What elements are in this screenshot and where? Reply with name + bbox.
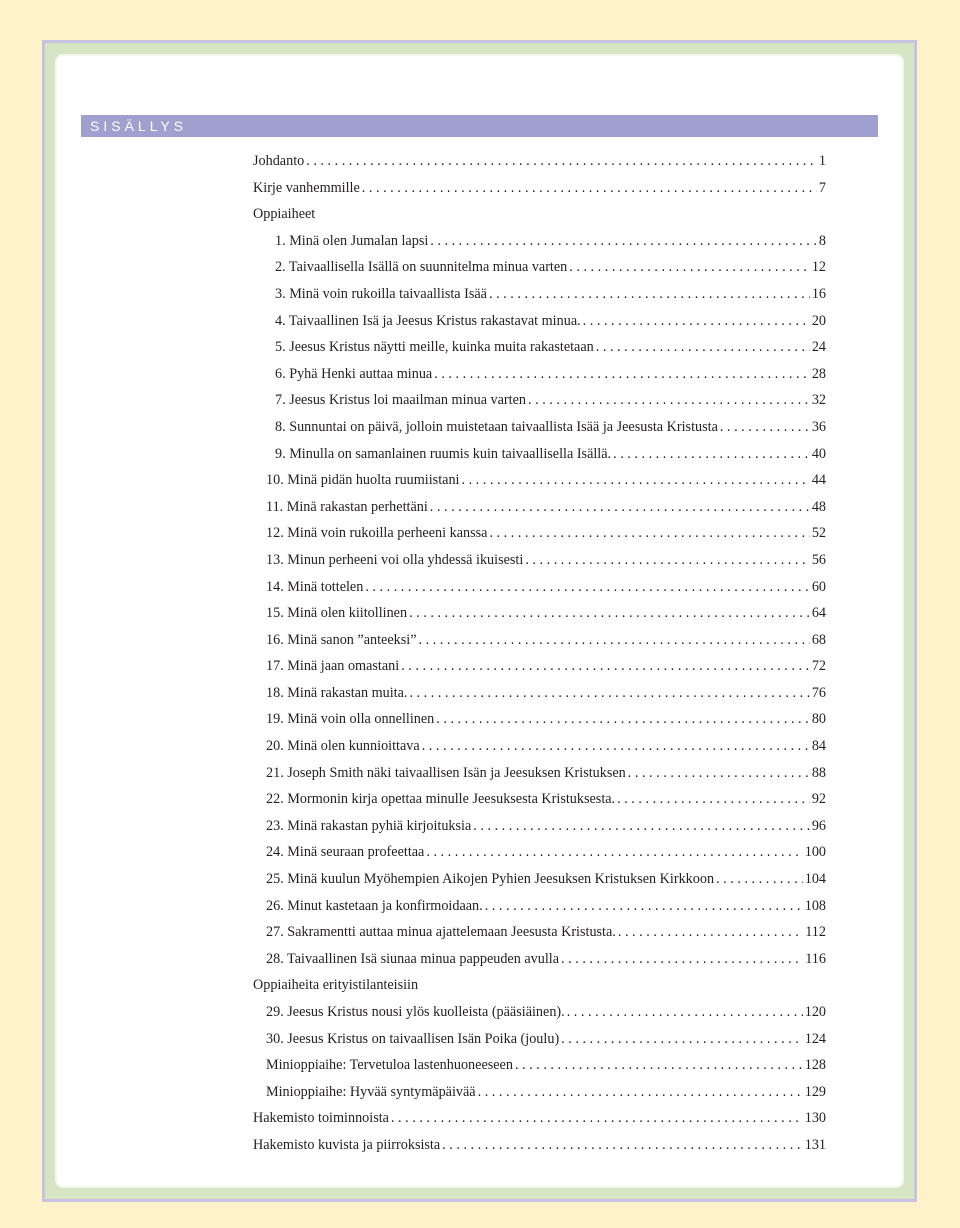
toc-entry[interactable] — [253, 999, 826, 1026]
toc-entry[interactable] — [253, 1105, 826, 1132]
toc-entry[interactable] — [253, 520, 826, 547]
toc-entry[interactable] — [253, 254, 826, 281]
toc-entry-title: 11. Minä rakastan perhettäni — [266, 498, 428, 515]
dot-leader — [617, 786, 810, 813]
toc-entry-page-number: 48 — [811, 498, 826, 515]
toc-entry-title: 18. Minä rakastan muita. — [266, 684, 408, 701]
toc-entry-title: 13. Minun perheeni voi olla yhdessä ikuisesti — [266, 551, 524, 568]
toc-entry-page-number: 16 — [811, 285, 826, 302]
toc-entry-page-number: 80 — [811, 711, 826, 728]
toc-entry[interactable] — [253, 839, 826, 866]
toc-entry-page-number: 56 — [811, 551, 826, 568]
toc-entry-title: 26. Minut kastetaan ja konfirmoidaan. — [266, 897, 483, 914]
toc-entry[interactable] — [253, 441, 826, 468]
toc-entry-page-number: 96 — [811, 817, 826, 834]
dot-leader — [401, 653, 810, 680]
toc-entry-page-number: 128 — [804, 1057, 826, 1074]
toc-entry-title: 28. Taivaallinen Isä siunaa minua pappeuden avulla — [266, 950, 560, 967]
dot-leader — [489, 281, 810, 308]
dot-leader — [430, 228, 817, 255]
toc-entry-page-number: 129 — [804, 1083, 826, 1100]
dot-leader — [569, 254, 810, 281]
page-title: SISÄLLYS — [90, 118, 188, 134]
dot-leader — [561, 1026, 803, 1053]
toc-entry[interactable] — [253, 201, 826, 228]
dot-leader — [436, 706, 810, 733]
dot-leader — [515, 1052, 803, 1079]
toc-entry-title: 14. Minä tottelen — [266, 578, 364, 595]
toc-entry-page-number: 124 — [804, 1030, 826, 1047]
toc-entry-title: 22. Mormonin kirja opettaa minulle Jeesuksesta Kristuksesta. — [266, 791, 616, 808]
toc-entry-title: 20. Minä olen kunnioittava — [266, 738, 420, 755]
dot-leader — [365, 574, 809, 601]
toc-entry-title: 15. Minä olen kiitollinen — [266, 605, 408, 622]
dot-leader — [409, 600, 810, 627]
toc-entry-title: Johdanto — [253, 153, 305, 169]
toc-entry-page-number: 52 — [811, 525, 826, 542]
toc-entry[interactable] — [253, 627, 826, 654]
toc-entry-title: 25. Minä kuulun Myöhempien Aikojen Pyhien Jeesuksen Kristuksen Kirkkoon — [266, 871, 715, 888]
dot-leader — [426, 839, 802, 866]
dot-leader — [422, 733, 810, 760]
toc-entry[interactable] — [253, 1079, 826, 1106]
toc-entry-title: 27. Sakramentti auttaa minua ajattelemaan Jeesusta Kristusta. — [266, 924, 616, 941]
toc-entry-title: 19. Minä voin olla onnellinen — [266, 711, 435, 728]
toc-entry-title: 21. Joseph Smith näki taivaallisen Isän ja Jeesuksen Kristuksen — [266, 764, 626, 781]
toc-entry-title: 24. Minä seuraan profeettaa — [266, 844, 425, 861]
toc-entry-page-number: 1 — [818, 153, 826, 169]
toc-entry-title: Oppiaiheita erityistilanteisiin — [253, 977, 419, 994]
toc-entry-title: 5. Jeesus Kristus näytti meille, kuinka muita rakastetaan — [275, 339, 594, 356]
toc-entry[interactable] — [253, 653, 826, 680]
toc-entry[interactable] — [253, 361, 826, 388]
toc-entry[interactable] — [253, 148, 826, 175]
toc-entry-title: 17. Minä jaan omastani — [266, 658, 400, 675]
dot-leader — [430, 494, 810, 521]
dot-leader — [583, 308, 810, 335]
dot-leader — [489, 520, 809, 547]
dot-leader — [419, 627, 810, 654]
toc-entry-title: 10. Minä pidän huolta ruumiistani — [266, 472, 460, 489]
toc-entry[interactable] — [253, 733, 826, 760]
toc-entry-page-number: 24 — [811, 339, 826, 356]
toc-entry[interactable] — [253, 760, 826, 787]
toc-entry-title: 8. Sunnuntai on päivä, jolloin muistetaan taivaallista Isää ja Jeesusta Kristusta — [275, 418, 718, 435]
toc-entry-title: Kirje vanhemmille — [253, 179, 360, 196]
toc-entry[interactable] — [253, 547, 826, 574]
dot-leader — [716, 866, 803, 893]
toc-entry-page-number: 12 — [811, 259, 826, 276]
toc-entry[interactable] — [253, 308, 826, 335]
dot-leader — [473, 813, 810, 840]
dot-leader — [525, 547, 810, 574]
toc-entry[interactable] — [253, 387, 826, 414]
toc-entry-page-number: 40 — [811, 445, 826, 462]
toc-entry[interactable] — [253, 334, 826, 361]
dot-leader — [613, 441, 810, 468]
toc-entry-title: 16. Minä sanon ”anteeksi” — [266, 631, 417, 648]
toc-entry[interactable] — [253, 175, 826, 202]
toc-entry-title: 4. Taivaallinen Isä ja Jeesus Kristus rakastavat minua. — [275, 312, 581, 329]
toc-entry-page-number: 64 — [811, 605, 826, 622]
toc-entry-page-number: 112 — [805, 924, 826, 941]
toc-entry-page-number: 28 — [811, 365, 826, 382]
toc-entry[interactable] — [253, 946, 826, 973]
toc-entry[interactable] — [253, 414, 826, 441]
toc-entry-title: Oppiaiheet — [253, 206, 316, 223]
toc-entry-page-number: 60 — [811, 578, 826, 595]
toc-entry-page-number: 72 — [811, 658, 826, 675]
dot-leader — [434, 361, 810, 388]
toc-entry-title: 23. Minä rakastan pyhiä kirjoituksia — [266, 817, 472, 834]
toc-entry[interactable] — [253, 574, 826, 601]
dot-leader — [628, 760, 810, 787]
toc-entry-page-number: 36 — [811, 418, 826, 435]
toc-entry[interactable] — [253, 972, 826, 999]
dot-leader — [618, 919, 803, 946]
toc-entry-title: Hakemisto kuvista ja piirroksista — [253, 1136, 441, 1153]
toc-entry[interactable] — [253, 600, 826, 627]
dot-leader — [528, 387, 810, 414]
table-of-contents — [253, 148, 826, 1159]
dot-leader — [461, 467, 809, 494]
toc-entry[interactable] — [253, 680, 826, 707]
toc-entry-title: 2. Taivaallisella Isällä on suunnitelma minua varten — [275, 259, 568, 276]
dot-leader — [442, 1132, 803, 1159]
toc-entry-page-number: 76 — [811, 684, 826, 701]
dot-leader — [409, 680, 809, 707]
toc-entry-page-number: 130 — [804, 1110, 826, 1127]
toc-entry-page-number: 104 — [804, 871, 826, 888]
toc-entry-title: 1. Minä olen Jumalan lapsi — [275, 232, 429, 249]
toc-entry-title: 30. Jeesus Kristus on taivaallisen Isän Poika (joulu) — [266, 1030, 560, 1047]
toc-entry-title: 12. Minä voin rukoilla perheeni kanssa — [266, 525, 488, 542]
toc-entry-title: 29. Jeesus Kristus nousi ylös kuolleista (pääsiäinen). — [266, 1004, 565, 1020]
toc-entry[interactable] — [253, 919, 826, 946]
toc-entry-title: 7. Jeesus Kristus loi maailman minua varten — [275, 392, 526, 409]
toc-entry-title: 9. Minulla on samanlainen ruumis kuin taivaallisella Isällä. — [275, 445, 612, 462]
toc-entry[interactable] — [253, 786, 826, 813]
toc-entry[interactable] — [253, 467, 826, 494]
toc-entry-page-number: 32 — [811, 392, 826, 409]
toc-entry-title: 6. Pyhä Henki auttaa minua — [275, 365, 433, 382]
toc-entry[interactable] — [253, 494, 826, 521]
toc-entry-page-number: 100 — [804, 844, 826, 861]
toc-entry[interactable] — [253, 866, 826, 893]
toc-entry-page-number: 116 — [805, 950, 826, 967]
dot-leader — [567, 999, 803, 1026]
dot-leader — [362, 175, 817, 202]
toc-entry[interactable] — [253, 893, 826, 920]
toc-entry-page-number: 88 — [811, 764, 826, 781]
toc-entry[interactable] — [253, 706, 826, 733]
toc-entry[interactable] — [253, 281, 826, 308]
toc-entry-page-number: 8 — [818, 232, 826, 249]
toc-entry-title: Hakemisto toiminnoista — [253, 1110, 389, 1127]
toc-entry-title: 3. Minä voin rukoilla taivaallista Isää — [275, 285, 487, 302]
toc-entry[interactable] — [253, 228, 826, 255]
toc-entry[interactable] — [253, 1132, 826, 1159]
dot-leader — [306, 148, 817, 175]
toc-entry-page-number: 108 — [804, 897, 826, 914]
dot-leader — [720, 414, 810, 441]
toc-entry[interactable] — [253, 813, 826, 840]
toc-entry-page-number: 20 — [811, 312, 826, 329]
dot-leader — [561, 946, 803, 973]
toc-entry-page-number: 68 — [811, 631, 826, 648]
dot-leader — [391, 1105, 803, 1132]
toc-entry-title: Minioppiaihe: Tervetuloa lastenhuoneeseen — [266, 1057, 513, 1074]
toc-entry[interactable] — [253, 1026, 826, 1053]
dot-leader — [478, 1079, 803, 1106]
dot-leader — [596, 334, 810, 361]
section-header-band — [81, 115, 878, 137]
toc-entry-title: Minioppiaihe: Hyvää syntymäpäivää — [266, 1083, 476, 1100]
toc-entry-page-number: 92 — [811, 791, 826, 808]
toc-entry-page-number: 120 — [804, 1004, 826, 1020]
dot-leader — [485, 893, 803, 920]
toc-entry-page-number: 7 — [818, 179, 826, 196]
toc-entry-page-number: 84 — [811, 738, 826, 755]
toc-entry[interactable] — [253, 1052, 826, 1079]
toc-entry-page-number: 131 — [804, 1136, 826, 1153]
toc-entry-page-number: 44 — [811, 472, 826, 489]
